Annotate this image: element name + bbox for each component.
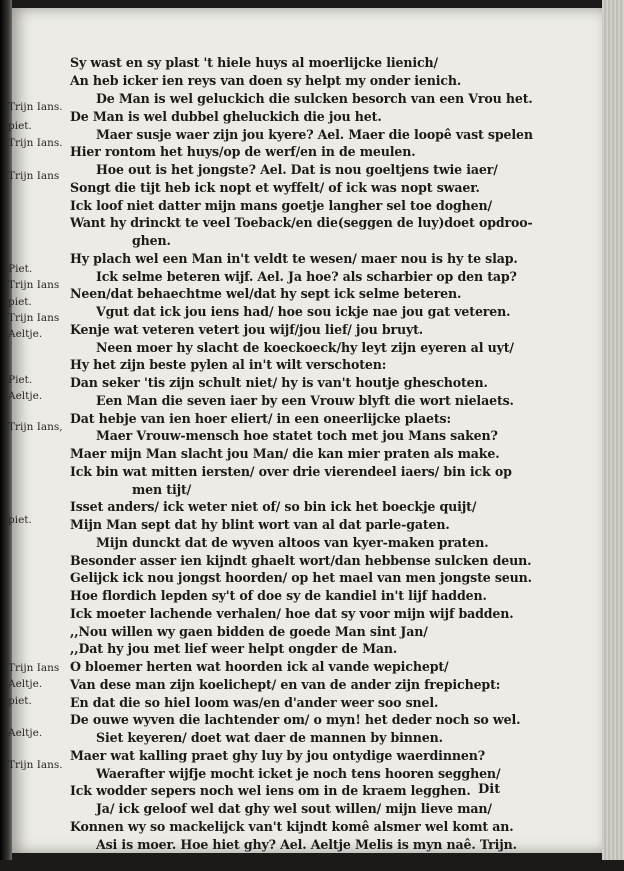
catchword: Dit: [478, 782, 501, 797]
text-line: En jou mans?: [117, 854, 210, 870]
text-line: Neen moer hy slacht de koeckoeck/hy leyt zijn eyeren al uyt/: [96, 339, 514, 355]
text-line: En dat die so hiel loom was/en d'ander weer soo snel.: [70, 694, 439, 710]
text-line: Maer susje waer zijn jou kyere? Ael. Maer die loopê vast spelen: [96, 126, 533, 142]
text-line: men tijt/: [132, 481, 192, 497]
text-line: Waerafter wijfje mocht icket je noch tens hooren segghen/: [96, 765, 501, 781]
text-line: Vgut dat ick jou iens had/ hoe sou ickje nae jou gat veteren.: [96, 303, 511, 319]
text-line: Ja/ ick geloof wel dat ghy wel sout willen/ mijn lieve man/: [96, 800, 492, 816]
text-line: ghen.: [132, 232, 171, 248]
text-line: Maer Vrouw-mensch hoe statet toch met jou Mans saken?: [96, 427, 498, 443]
speaker-label: Trijn Ians: [8, 170, 60, 182]
text-line: Besonder asser ien kijndt ghaelt wort/dan hebbense sulcken deun.: [70, 552, 532, 568]
text-line: Mijn dunckt dat de wyven altoos van kyer-maken praten.: [96, 534, 489, 550]
text-line: Dan seker 'tis zijn schult niet/ hy is van't houtje gheschoten.: [70, 374, 488, 390]
text-line: Isset anders/ ick weter niet of/ so bin ick het boeckje quijt/: [70, 498, 477, 514]
speaker-label: Trijn Ians.: [8, 101, 63, 113]
speaker-label: Aeltje.: [8, 678, 43, 690]
text-line: ,,Nou willen wy gaen bidden de goede Man sint Jan/: [70, 623, 428, 639]
text-line: Van dese man zijn koelichept/ en van de ander zijn frepichept:: [70, 676, 501, 692]
speaker-label: Trijn Ians.: [8, 137, 63, 149]
text-line: Gelijck ick nou jongst hoorden/ op het mael van men jongste seun.: [70, 569, 532, 585]
text-line: An heb icker ien reys van doen sy helpt my onder ienich.: [70, 72, 462, 88]
speaker-label: Aeltje.: [8, 328, 43, 340]
text-line: Dat hebje van ien hoer eliert/ in een oneerlijcke plaets:: [70, 410, 451, 426]
text-line: Ick wodder sepers noch wel iens om in de kraem legghen.: [70, 782, 471, 798]
text-line: Siet keyeren/ doet wat daer de mannen by binnen.: [96, 729, 443, 745]
speaker-label: piet.: [8, 120, 32, 132]
text-line: Een Man die seven iaer by een Vrouw blyft die wort nielaets.: [96, 392, 514, 408]
book-page: [12, 8, 602, 870]
text-line: Hy het zijn beste pylen al in't wilt verschoten:: [70, 356, 387, 372]
speaker-label: Piet.: [8, 374, 33, 386]
text-line: Sy wast en sy plast 't hiele huys al moerlijcke lienich/: [70, 54, 438, 70]
speaker-label: Piet.: [8, 263, 33, 275]
text-line: Hier rontom het huys/op de werf/en in de meulen.: [70, 143, 416, 159]
text-line: Ick moeter lachende verhalen/ hoe dat sy voor mijn wijf badden.: [70, 605, 514, 621]
text-line: O bloemer herten wat hoorden ick al vande wepichept/: [70, 658, 449, 674]
text-line: Ick loof niet datter mijn mans goetje langher sel toe doghen/: [70, 197, 492, 213]
speaker-label: Aeltje.: [8, 390, 43, 402]
text-line: Ick selme beteren wijf. Ael. Ja hoe? als scharbier op den tap?: [96, 268, 517, 284]
text-line: Neen/dat behaechtme wel/dat hy sept ick selme beteren.: [70, 285, 462, 301]
text-line: De Man is wel dubbel gheluckich die jou het.: [70, 108, 382, 124]
text-line: De ouwe wyven die lachtender om/ o myn! het deder noch so wel.: [70, 711, 521, 727]
speaker-label: piet.: [8, 514, 32, 526]
text-line: De Man is wel geluckich die sulcken besorch van een Vrou het.: [96, 90, 533, 106]
speaker-label: piet.: [8, 695, 32, 707]
text-line: Hoe out is het jongste? Ael. Dat is nou goeltjens twie iaer/: [96, 161, 498, 177]
page-edges: [602, 0, 624, 860]
speaker-label: Trijn Ians,: [8, 421, 63, 433]
speaker-label: Trijn Ians: [8, 662, 60, 674]
speaker-label: Trijn Ians: [8, 279, 60, 291]
speaker-label: Aeltje.: [8, 727, 43, 739]
text-line: Want hy drinckt te veel Toeback/en die(seggen de luy)doet opdroo-: [70, 214, 533, 230]
text-line: Ick bin wat mitten iersten/ over drie vierendeel iaers/ bin ick op: [70, 463, 512, 479]
text-line: Songt die tijt heb ick nopt et wyffelt/ of ick was nopt swaer.: [70, 179, 480, 195]
speaker-label: Trijn Ians: [8, 312, 60, 324]
text-line: Mijn Man sept dat hy blint wort van al dat parle-gaten.: [70, 516, 450, 532]
text-line: Hy plach wel een Man in't veldt te wesen/ maer nou is hy te slap.: [70, 250, 518, 266]
speaker-label: piet.: [8, 296, 32, 308]
speaker-label: Trijn Ians.: [8, 759, 63, 771]
text-line: Konnen wy so mackelijck van't kijndt komê alsmer wel komt an.: [70, 818, 514, 834]
text-line: Maer wat kalling praet ghy luy by jou ontydige waerdinnen?: [70, 747, 485, 763]
text-line: Hoe flordich lepden sy't of doe sy de kandiel in't lijf hadden.: [70, 587, 487, 603]
text-line: Asi is moer. Hoe hiet ghy? Ael. Aeltje Melis is myn naê. Trijn.: [96, 836, 517, 852]
text-line: Maer mijn Man slacht jou Man/ die kan mier praten als make.: [70, 445, 500, 461]
text-line: ,,Dat hy jou met lief weer helpt ongder de Man.: [70, 640, 398, 656]
text-line: Kenje wat veteren vetert jou wijf/jou lief/ jou bruyt.: [70, 321, 424, 337]
